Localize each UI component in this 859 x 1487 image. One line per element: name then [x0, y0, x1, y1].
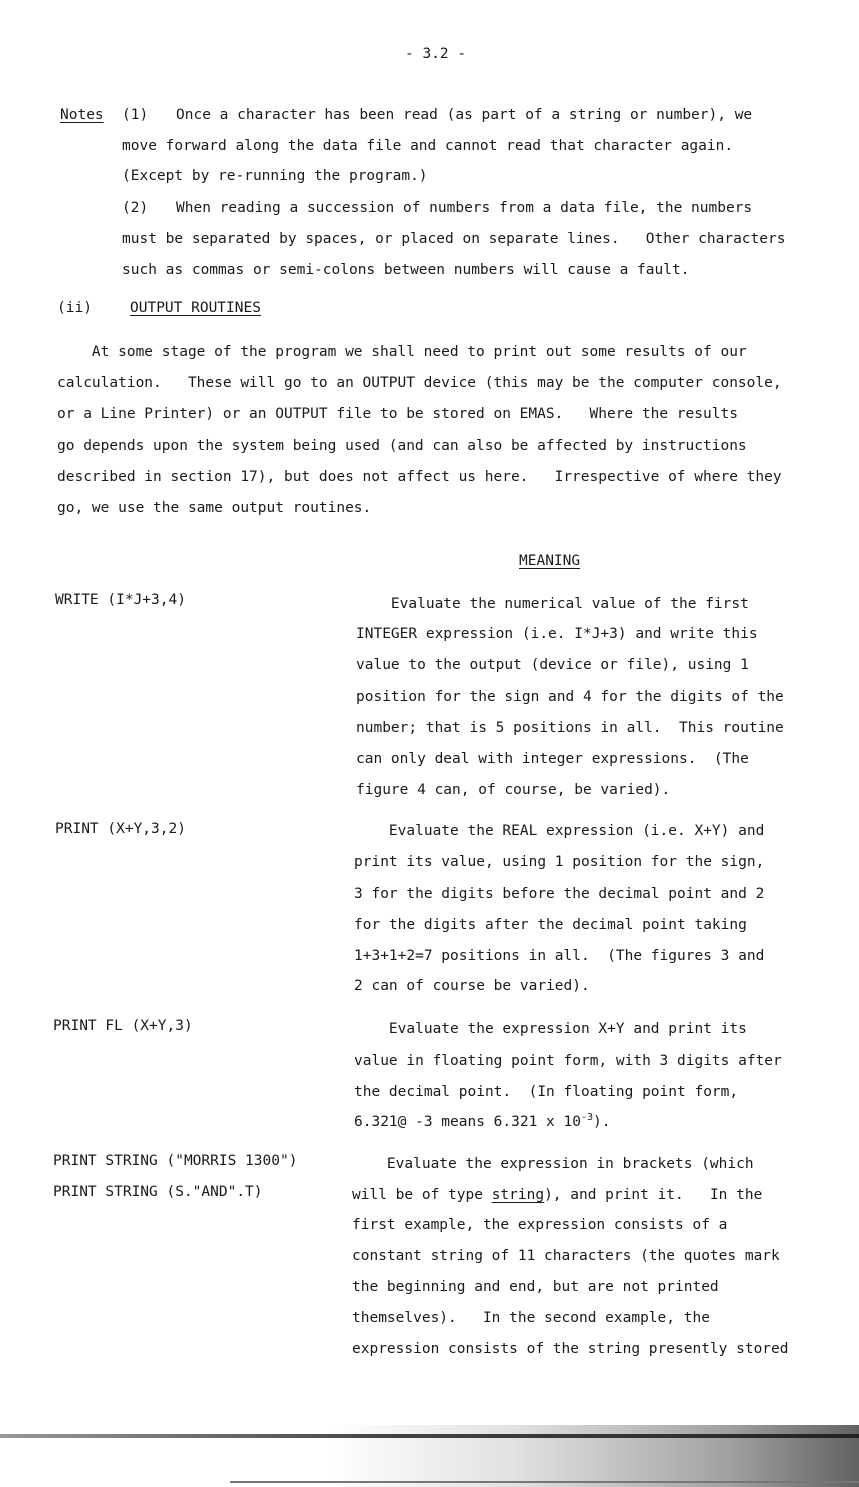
meaning-line: expression consists of the string presently stored: [352, 1341, 789, 1357]
meaning-text: will be of type: [352, 1187, 492, 1203]
exponent: -3: [580, 1112, 594, 1123]
meaning-line: the decimal point. (In floating point form,: [354, 1084, 739, 1100]
note-2-line-3: such as commas or semi-colons between numbers will cause a fault.: [122, 262, 690, 278]
paragraph-line: described in section 17), but does not affect us here. Irrespective of where they: [57, 469, 782, 485]
meaning-line: Evaluate the numerical value of the first: [356, 596, 749, 612]
meaning-line: first example, the expression consists of a: [352, 1217, 728, 1233]
scan-edge-line: [230, 1481, 859, 1483]
page-number: - 3.2 -: [405, 46, 467, 62]
meaning-line: value to the output (device or file), using 1: [356, 657, 749, 673]
paragraph-line: go, we use the same output routines.: [57, 500, 372, 516]
meaning-line: 3 for the digits before the decimal point and 2: [354, 886, 765, 902]
note-1-line-1: Once a character has been read (as part of a string or number), we: [176, 107, 753, 123]
note-2-marker: (2): [122, 200, 149, 216]
meaning-line: the beginning and end, but are not printed: [352, 1279, 719, 1295]
meaning-line: 1+3+1+2=7 positions in all. (The figures 3 and: [354, 948, 765, 964]
meaning-text: 6.321@ -3 means 6.321 x 10: [354, 1114, 581, 1130]
paragraph-line: calculation. These will go to an OUTPUT device (this may be the computer console,: [57, 375, 782, 391]
routine-print-fl-code: PRINT FL (X+Y,3): [53, 1018, 193, 1034]
meaning-line: constant string of 11 characters (the quotes mark: [352, 1248, 780, 1264]
notes-heading: Notes: [60, 107, 104, 123]
meaning-line: value in floating point form, with 3 digits after: [354, 1053, 782, 1069]
meaning-line: Evaluate the expression in brackets (which: [352, 1156, 754, 1172]
routine-print-code: PRINT (X+Y,3,2): [55, 821, 186, 837]
note-2-line-2: must be separated by spaces, or placed on separate lines. Other characters: [122, 231, 786, 247]
note-1-line-2: move forward along the data file and cannot read that character again.: [122, 138, 734, 154]
note-2-line-1: When reading a succession of numbers from a data file, the numbers: [176, 200, 753, 216]
note-1-line-3: (Except by re-running the program.): [122, 168, 428, 184]
meaning-line: for the digits after the decimal point taking: [354, 917, 747, 933]
scan-edge-line: [0, 1434, 859, 1438]
meaning-line: INTEGER expression (i.e. I*J+3) and write this: [356, 626, 758, 642]
section-marker: (ii): [57, 300, 92, 316]
meaning-line: themselves). In the second example, the: [352, 1310, 710, 1326]
routine-print-string-code-1: PRINT STRING ("MORRIS 1300"): [53, 1153, 298, 1169]
section-title: OUTPUT ROUTINES: [130, 300, 261, 316]
underlined-term: string: [491, 1187, 545, 1203]
note-1-marker: (1): [122, 107, 149, 123]
meaning-heading: MEANING: [519, 553, 581, 569]
routine-print-string-code-2: PRINT STRING (S."AND".T): [53, 1184, 263, 1200]
meaning-line: Evaluate the REAL expression (i.e. X+Y) and: [354, 823, 765, 839]
meaning-line: 2 can of course be varied).: [354, 978, 590, 994]
meaning-text: ).: [593, 1114, 611, 1130]
meaning-line: print its value, using 1 position for the sign,: [354, 854, 765, 870]
meaning-line: number; that is 5 positions in all. This routine: [356, 720, 784, 736]
meaning-text: ), and print it. In the: [544, 1187, 763, 1203]
meaning-line-with-underline: [352, 1186, 762, 1204]
meaning-line: figure 4 can, of course, be varied).: [356, 782, 671, 798]
meaning-line: Evaluate the expression X+Y and print its: [354, 1021, 747, 1037]
meaning-line: can only deal with integer expressions. (The: [356, 751, 749, 767]
paragraph-line: go depends upon the system being used (and can also be affected by instructions: [57, 438, 747, 454]
paragraph-line: or a Line Printer) or an OUTPUT file to be stored on EMAS. Where the results: [57, 406, 738, 422]
routine-write-code: WRITE (I*J+3,4): [55, 592, 186, 608]
meaning-line: position for the sign and 4 for the digits of the: [356, 689, 784, 705]
paragraph-line: At some stage of the program we shall need to print out some results of our: [57, 344, 747, 360]
meaning-line-with-exponent: [354, 1113, 611, 1131]
